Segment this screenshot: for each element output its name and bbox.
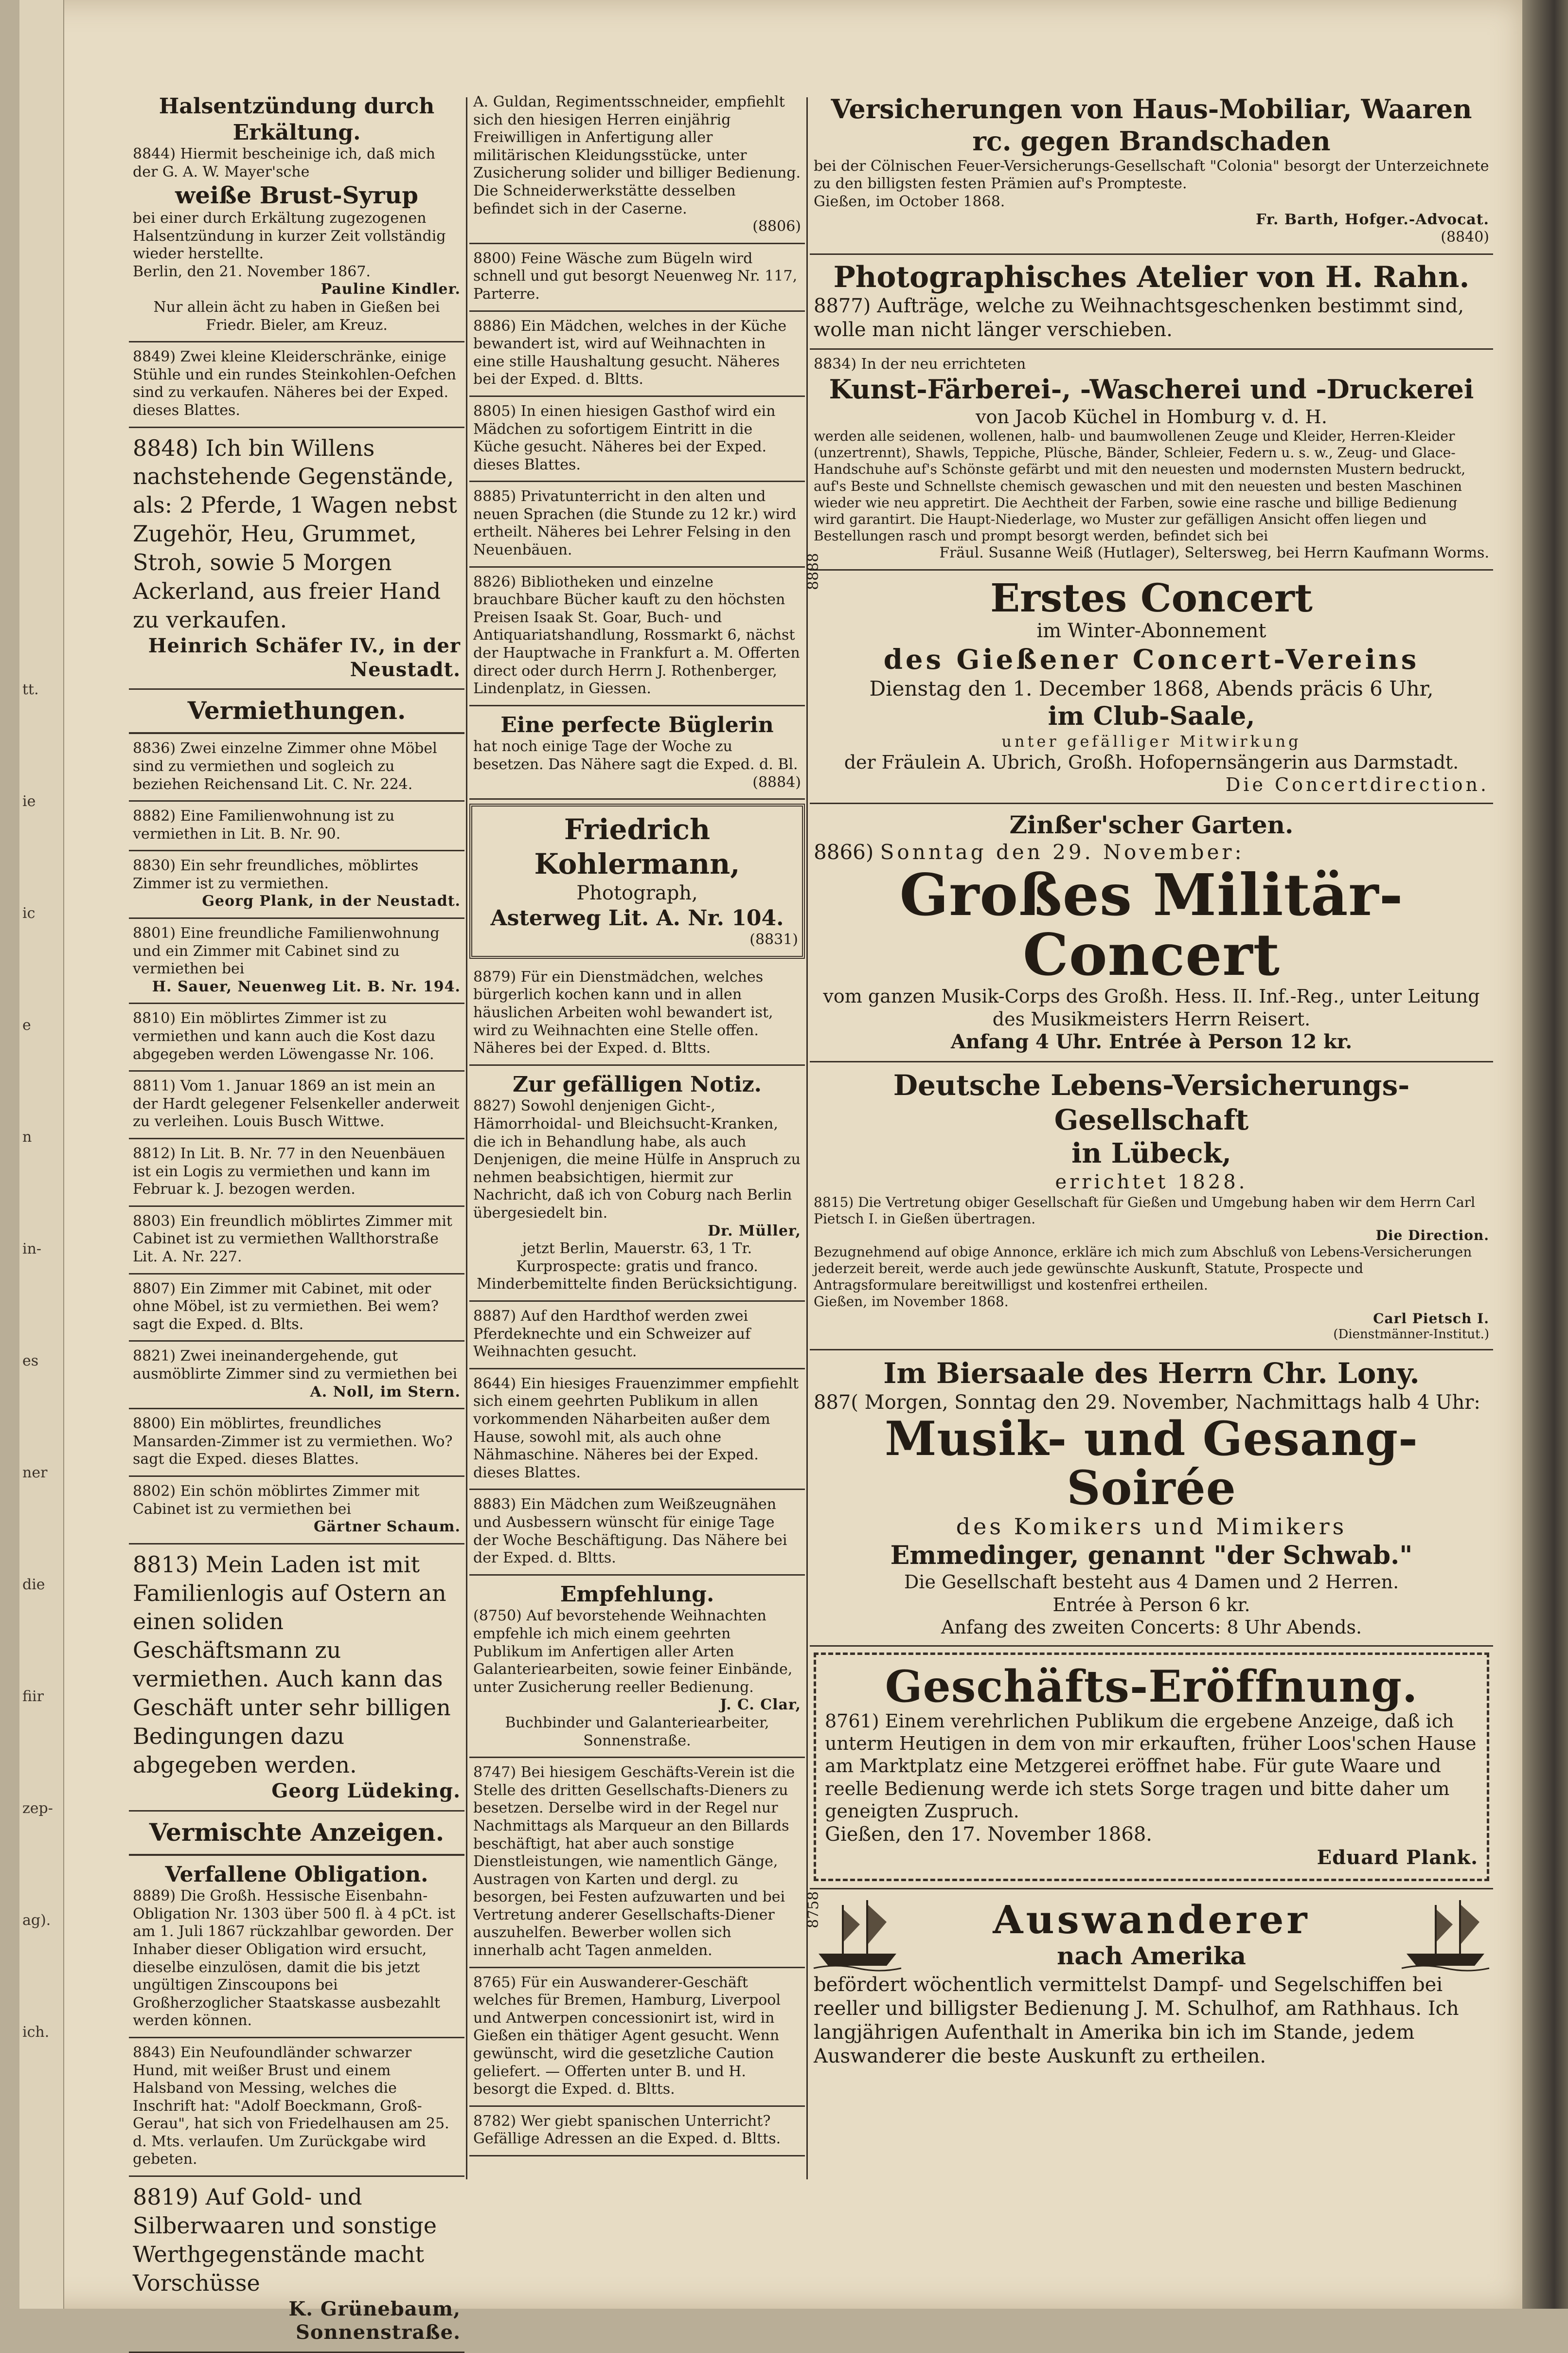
ad-body: 8800) Ein möblirtes, freundliches Mansarden-Zimmer ist zu vermiethen. Wo? sagt die Exped. dieses Blattes. [133,1415,453,1468]
ad-subtitle: von Jacob Küchel in Homburg v. d. H. [976,406,1327,428]
ad-body: werden alle seidenen, wollenen, halb- und baumwollenen Zeuge und Kleider, Herren-Kleider (unzertrennt), Shawls, Teppiche, Plüsche, Bänder, Schleier, Federn u. s. w., Zeug- und Glace-Handschuhe auf's Schönste gefärbt und mit den neuesten und modernsten Mustern bedruckt, auf's Beste und Schnellste chemisch gewaschen und mit den neuesten und besten Maschinen wieder wie neu appretirt. Die Aechtheit der Farben, sowie eine rasche und billige Bedienung wird garantirt. Die Haupt-Niederlage, wo Muster zur gefälligen Ansicht offen liegen und Bestellungen rasch und prompt besorgt werden, befindet sich bei [814,428,1466,544]
ad-title: Versicherungen von Haus-Mobiliar, Waaren rc. gegen Brandschaden [831,93,1472,157]
ad-body: 8815) Die Vertretung obiger Gesellschaft für Gießen und Umgebung haben wir dem Herrn Carl Pietsch I. in Gießen übertragen. [814,1194,1476,1227]
ad-b5 [469,482,805,567]
ad-a15 [129,1477,464,1545]
ad-body: 8826) Bibliotheken und einzelne brauchbare Bücher kauft zu den höchsten Preisen Isaak St. Goar, Buch- und Antiquariatshandlung, Rossmarkt 6, nächst der Hauptwache in Frankfurt a. M. Offerten direct oder durch Herrn J. Rothenberger, Lindenplatz, in Giessen. [473,573,800,698]
ad-title: Auswanderer [993,1896,1310,1942]
ad-body: 8877) Aufträge, welche zu Weihnachtsgeschenken bestimmt sind, wolle man nicht länger verschieben. [814,294,1464,341]
ad-signature: Dr. Müller, [708,1222,801,1239]
ad-a9 [129,1072,464,1139]
ad-b9 [469,963,805,1066]
ad-body: A. Guldan, Regimentsschneider, empfiehlt sich den hiesigen Herren einjährig Freiwilligen in Anfertigung aller militärischen Kleidungsstücke, unter Zusicherung solider und billiger Bedienung. Die Schneiderwerkstätte desselben befindet sich in der Caserne. [473,93,801,217]
ad-signature: H. Sauer, Neuenweg Lit. B. Nr. 194. [152,978,461,995]
ad-footnote: Buchbinder und Galanteriearbeiter, Sonnenstraße. [505,1714,769,1749]
ad-line: Morgen, Sonntag den 29. November, Nachmittags halb 4 Uhr: [864,1391,1480,1414]
column-rule [466,97,467,2179]
ad-a1 [129,88,464,342]
column-right [805,88,1493,2075]
ad-body: 8765) Für ein Auswanderer-Geschäft welches für Bremen, Hamburg, Liverpool und Antwerpen concessionirt ist, wird in Gießen ein thätiger Agent gesucht. Wenn gewünscht, wird die gesetzliche Caution geliefert. — Offerten unter B. und H. besorgt die Exped. d. Bltts. [473,1974,781,2098]
ad-emigrants [805,1889,1493,2075]
ad-b10 [469,1066,805,1302]
ad-b14 [469,1576,805,1758]
ad-signature: Heinrich Schäfer IV., in der Neustadt. [148,634,461,681]
ad-title: Großes Militär-Concert [899,861,1404,989]
ad-title: Empfehlung. [560,1581,714,1607]
ad-body: 8811) Vom 1. Januar 1869 an ist mein an der Hardt gelegener Felsenkeller anderweit zu verleihen. Louis Busch Wittwe. [133,1078,460,1131]
ad-body: hat noch einige Tage der Woche zu besetzen. Das Nähere sagt die Exped. d. Bl. [473,738,798,773]
margin-fragment: ich. [22,2024,50,2041]
ad-b15 [469,1758,805,1968]
ad-title: Kunst-Färberei-, -Wascherei und -Druckerei [829,373,1474,405]
ad-line: Photograph, [576,881,698,904]
ad-b11 [469,1302,805,1369]
ship-icon [814,1895,901,1973]
ad-b16 [469,1968,805,2107]
margin-fragment: fiir [22,1688,44,1705]
ad-line: im Club-Saale, [1048,701,1255,732]
ad-b6 [469,568,805,706]
ad-intro: 8834) In der neu errichteten [814,356,1026,373]
ad-a3 [129,428,464,690]
ad-business-opening [810,1647,1493,1889]
ad-a6 [129,851,464,919]
newspaper-page [19,0,1522,2344]
ad-signature: Carl Pietsch I. [1373,1310,1489,1327]
ad-a19 [129,2177,464,2353]
column-left [129,88,464,2353]
margin-fragment: zep- [22,1800,53,1817]
ad-signature: Pauline Kindler. [321,281,461,298]
ad-line: Asterweg Lit. A. Nr. 104. [490,905,784,931]
ad-a5 [129,802,464,851]
ad-signature: Georg Plank, in der Neustadt. [202,893,461,910]
ad-b17 [469,2107,805,2156]
ad-a12 [129,1275,464,1342]
ad-title: Deutsche Lebens-Versicherungs-Gesellschaft [893,1068,1410,1136]
ad-title: Halsentzündung durch Erkältung. [159,94,435,145]
ad-title: Verfallene Obligation. [165,1862,428,1887]
ad-body: 8813) Mein Laden ist mit Familienlogis auf Ostern an einen soliden Geschäftsmann zu vermiethen. Auch kann das Geschäft unter sehr billigen Bedingungen dazu abgegeben werden. [133,1551,451,1778]
ad-b13 [469,1490,805,1575]
ad-title-2: in Lübeck, [1071,1137,1231,1170]
margin-fragment: ic [22,905,36,922]
ad-body: 8883) Ein Mädchen zum Weißzeugnähen und Ausbessern wünscht für einige Tage der Woche Beschäftigung. Das Nähere bei der Exped. d. Bltts. [473,1496,787,1567]
ad-a16 [129,1545,464,1812]
margin-fragment: es [22,1352,39,1369]
margin-fragment: n [22,1129,32,1146]
ad-dye-works [810,350,1493,571]
ad-body: 8805) In einen hiesigen Gasthof wird ein Mädchen zu sofortigem Eintritt in die Küche gesucht. Näheres bei der Exped. dieses Blattes. [473,402,776,473]
section-heading [129,1812,464,1856]
ad-body: 8800) Feine Wäsche zum Bügeln wird schnell und gut besorgt Neuenweg Nr. 117, Parterre. [473,250,798,303]
ad-body: 8830) Ein sehr freundliches, möblirtes Zimmer ist zu vermiethen. [133,857,419,892]
ad-b3 [469,312,805,397]
ad-title: Photographisches Atelier von H. Rahn. [833,260,1470,294]
ad-line: Dienstag den 1. December 1868, Abends präcis 6 Uhr, [869,676,1434,701]
ad-body: 8821) Zwei ineinandergehende, gut ausmöblirte Zimmer sind zu vermiethen bei [133,1347,458,1383]
ad-signature: Fräul. Susanne Weiß (Hutlager), Seltersweg, bei Herrn Kaufmann Worms. [939,544,1489,562]
ad-body: bei der Cölnischen Feuer-Versicherungs-Gesellschaft "Colonia" besorgt der Unterzeichnete zu den billigsten festen Prämien auf's Prompteste. [814,157,1489,193]
ad-signature: Die Direction. [1375,1227,1489,1243]
ad-body: 8843) Ein Neufoundländer schwarzer Hund, mit weißer Brust und einem Halsband von Messing, welches die Inschrift hat: "Adolf Boeckmann, Groß-Gerau", hat sich von Friedelhausen am 25. d. Mts. verlaufen. Um Zurückgabe wird gebeten. [133,2044,449,2168]
ad-place: Gießen, im November 1868. [814,1293,1009,1310]
ad-title: Geschäfts-Eröffnung. [885,1661,1418,1713]
ad-title-3: errichtet 1828. [1055,1170,1248,1193]
ad-a13 [129,1342,464,1409]
ad-signature: Gärtner Schaum. [313,1518,461,1536]
ad-title: Zur gefälligen Notiz. [513,1072,762,1097]
margin-fragment: ie [22,793,36,810]
ad-body: 8886) Ein Mädchen, welches in der Küche bewandert ist, wird auf Weihnachten in eine stille Haushaltung gesucht. Näheres bei der Exped. d. Bltts. [473,317,787,388]
ad-body: 8812) In Lit. B. Nr. 77 in den Neuenbäuen ist ein Logis zu vermiethen und kann im Februar k. J. bezogen werden. [133,1145,445,1198]
margin-fragment: ag). [22,1912,51,1929]
ad-body: 8761) Einem verehrlichen Publikum die ergebene Anzeige, daß ich unterm Heutigen in dem von mir erkauften, früher Loos'schen Hause am Marktplatz eine Metzgerei eröffnet habe. Für gute Waare und reelle Bedienung werde ich stets Sorge tragen und bitte daher um geneigten Zuspruch. [825,1710,1477,1822]
ad-b1 [469,88,805,244]
ad-b7 [469,706,805,800]
ad-subtitle: nach Amerika [1057,1941,1246,1970]
ad-a2 [129,342,464,428]
ad-heading: Im Biersaale des Herrn Chr. Lony. [883,1357,1420,1390]
ad-life-insurance [810,1062,1493,1351]
ad-date: Sonntag den 29. November: [880,840,1245,864]
ad-number: (8831) [749,931,798,949]
margin-fragment: in- [22,1240,42,1257]
ad-a18 [129,2038,464,2177]
ad-a11 [129,1207,464,1275]
section-heading [129,690,464,734]
ad-body: 8887) Auf den Hardthof werden zwei Pferdeknechte und ein Schweizer auf Weihnachten gesucht. [473,1308,751,1361]
column-rule [806,97,808,2179]
ad-body: 8879) Für ein Dienstmädchen, welches bürgerlich kochen kann und in allen häuslichen Arbeiten wohl bewandert ist, wird zu Weihnachten eine Stelle offen. Näheres bei der Exped. d. Bltts. [473,968,773,1057]
margin-fragment: die [22,1576,45,1593]
ad-a10 [129,1139,464,1207]
book-binding [1522,0,1568,2309]
ad-body: befördert wöchentlich vermittelst Dampf- und Segelschiffen bei reeller und billigster Bedienung J. M. Schulhof, am Rathhaus. Ich langjährigen Aufenthalt in Amerika bin ich im Stande, jedem Auswanderer die beste Auskunft zu ertheilen. [814,1974,1459,2067]
ad-signature: Georg Lüdeking. [271,1779,461,1802]
ornamental-frame [814,1652,1489,1881]
ad-body: 8801) Eine freundliche Familienwohnung und ein Zimmer mit Cabinet sind zu vermiethen bei [133,925,440,978]
ad-body: 8782) Wer giebt spanischen Unterricht? Gefällige Adressen an die Exped. d. Bltts. [473,2112,781,2148]
ad-body: 8849) Zwei kleine Kleiderschränke, einige Stühle und ein rundes Steinkohlen-Oefchen sind zu verkaufen. Näheres bei der Exped. dieses Blattes. [133,348,456,419]
ad-body: 8882) Eine Familienwohnung ist zu vermiethen in Lit. B. Nr. 90. [133,808,395,843]
ad-line: Anfang des zweiten Concerts: 8 Uhr Abends. [941,1616,1362,1638]
ad-b2 [469,244,805,312]
ship-icon [1402,1895,1489,1973]
margin-fragment: tt. [22,681,39,698]
ad-line: des Gießener Concert-Vereins [883,643,1420,676]
ad-body: bei einer durch Erkältung zugezogenen Halsentzündung in kurzer Zeit vollständig wieder herstellte. [133,210,446,263]
ad-body: 8827) Sowohl denjenigen Gicht-, Hämorrhoidal- und Bleichsucht-Kranken, die ich in Behandlung habe, als auch Denjenigen, die meine Hülfe in Anspruch zu nehmen beabsichtigen, hiermit zur Nachricht, daß ich von Coburg nach Berlin übergesiedelt bin. [473,1097,801,1222]
ad-a8 [129,1004,464,1072]
ad-title: Erstes Concert [990,575,1313,621]
ad-product: weiße Brust-Syrup [175,181,418,209]
ad-b12 [469,1369,805,1491]
ad-body: 8836) Zwei einzelne Zimmer ohne Möbel sind zu vermiethen und sogleich zu beziehen Reichensand Lit. C. Nr. 224. [133,740,437,793]
section-title: Vermiethungen. [187,696,406,725]
ad-line: Emmedinger, genannt "der Schwab." [890,1540,1413,1570]
ad-line: Anfang 4 Uhr. Entrée à Person 12 kr. [950,1030,1353,1054]
ad-body: Bezugnehmend auf obige Annonce, erkläre ich mich zum Abschluß von Lebens-Versicherungen jederzeit bereit, werde auch jede gewünschte Auskunft, Statute, Prospecte und Antragsformulare bereitwilligst und kostenfrei ertheilen. [814,1243,1472,1293]
ad-body: 8810) Ein möblirtes Zimmer ist zu vermiethen und kann auch die Kost dazu abgegeben werden Löwengasse Nr. 106. [133,1010,436,1063]
ad-body: 8819) Auf Gold- und Silberwaaren und sonstige Werthgegenstände macht Vorschüsse [133,2184,437,2296]
ad-body: 8803) Ein freundlich möblirtes Zimmer mit Cabinet ist zu vermiethen Wallthorstraße Lit. A. Nr. 227. [133,1212,452,1265]
ad-soiree [810,1350,1493,1647]
ad-signature: Eduard Plank. [1317,1846,1478,1869]
ad-footnote: jetzt Berlin, Mauerstr. 63, 1 Tr. Kurprospecte: gratis und franco. Minderbemittelte finden Berücksichtigung. [477,1240,798,1293]
ad-body: 8802) Ein schön möblirtes Zimmer mit Cabinet ist zu vermiethen bei [133,1482,420,1518]
ad-a7 [129,919,464,1004]
ad-b8 [469,804,805,959]
ad-number: (8840) [1441,229,1489,246]
ad-line: Die Gesellschaft besteht aus 4 Damen und 2 Herren. [904,1571,1399,1593]
ad-body: 8848) Ich bin Willens nachstehende Gegenstände, als: 2 Pferde, 1 Wagen nebst Zugehör, Heu, Grummet, Stroh, sowie 5 Morgen Ackerland, aus freier Hand zu verkaufen. [133,434,457,633]
side-number: 8758 [805,1891,822,1929]
ad-body: 8644) Ein hiesiges Frauenzimmer empfiehlt sich einem geehrten Publikum in allen vorkommenden Näharbeiten außer dem Hause, sowohl mit, als auch ohne Nähmaschine. Näheres bei der Exped. dieses Blattes. [473,1375,799,1481]
margin-fragment: ner [22,1464,48,1481]
ad-body: 8844) Hiermit bescheinige ich, daß mich der G. A. W. Mayer'sche [133,145,435,180]
ad-title: Musik- und Gesang-Soirée [885,1411,1418,1515]
ad-line: vom ganzen Musik-Corps des Großh. Hess. II. Inf.-Reg., unter Leitung des Musikmeisters Herrn Reisert. [823,986,1480,1030]
ad-number: 887( [814,1391,858,1414]
ad-military-concert [810,804,1493,1062]
margin-fragment: e [22,1017,31,1034]
ad-insurance-colonia [810,88,1493,255]
ad-a17 [129,1856,464,2038]
side-number: 8888 [805,553,822,590]
ad-number: 8866) [814,840,874,864]
ad-line: der Fräulein A. Ubrich, Großh. Hofopernsängerin aus Darmstadt. [844,751,1459,773]
ad-line: des Komikers und Mimikers [956,1513,1347,1540]
ad-body: 8889) Die Großh. Hessische Eisenbahn-Obligation Nr. 1303 über 500 fl. à 4 pCt. ist am 1. Juli 1867 rückzahlbar geworden. Der Inhaber dieser Obligation wird ersucht, dieselbe einzulösen, damit die bis jetzt ungültigen Zinscoupons bei Großherzoglicher Staatskasse ausbezahlt werden können. [133,1887,456,2030]
ad-body: 8885) Privatunterricht in den alten und neuen Sprachen (die Stunde zu 12 kr.) wird ertheilt. Näheres bei Lehrer Felsing in den Neuenbäuen. [473,488,797,559]
ad-footnote: Nur allein ächt zu haben in Gießen bei Friedr. Bieler, am Kreuz. [153,299,440,334]
ad-heading: Zinßer'scher Garten. [1009,810,1294,840]
column-middle [469,88,805,2156]
ad-place: Gießen, den 17. November 1868. [825,1823,1152,1846]
section-title: Vermischte Anzeigen. [149,1817,445,1847]
ad-line: Entrée à Person 6 kr. [1052,1594,1250,1616]
ad-photo-rahn [810,255,1493,350]
ad-a14 [129,1409,464,1477]
ad-place: Berlin, den 21. November 1867. [133,263,371,280]
ad-title: Eine perfecte Büglerin [500,712,774,737]
ad-body: 8807) Ein Zimmer mit Cabinet, mit oder ohne Möbel, ist zu vermiethen. Bei wem? sagt die Exped. d. Blts. [133,1280,439,1333]
facing-page-margin [19,0,64,2309]
ad-title: Friedrich Kohlermann, [534,813,740,881]
ad-number: (8806) [752,218,801,235]
ad-signature: Fr. Barth, Hofger.-Advocat. [1256,211,1489,228]
ad-signature: K. Grünebaum, Sonnenstraße. [288,2297,461,2344]
ad-footnote: (Dienstmänner-Institut.) [1333,1327,1489,1342]
ad-place: Gießen, im October 1868. [814,193,1005,210]
ad-b4 [469,397,805,482]
ad-line: unter gefälliger Mitwirkung [1001,732,1301,751]
ad-line: im Winter-Abonnement [1036,619,1266,642]
ad-body: (8750) Auf bevorstehende Weihnachten empfehle ich mich einem geehrten Publikum im Anfertigen aller Arten Galanteriearbeiten, sowie feiner Einbände, unter Zusicherung reeller Bedienung. [473,1607,793,1696]
ad-signature: Die Concertdirection. [1225,774,1489,795]
ad-a4 [129,734,464,802]
ad-body: 8747) Bei hiesigem Geschäfts-Verein ist die Stelle des dritten Gesellschafts-Dieners zu besetzen. Derselbe wird in der Regel nur Nachmittags als Marqueur an den Billards beschäftigt, hat aber auch sonstige Dienstleistungen, wie namentlich Gänge, Austragen von Karten und dergl. zu besorgen, bei Festen aufzuwarten und bei Vertretung anderer Gesellschafts-Diener auszuhelfen. Bewerber wollen sich innerhalb acht Tagen anmelden. [473,1764,795,1959]
ad-signature: A. Noll, im Stern. [310,1383,461,1401]
ad-signature: J. C. Clar, [720,1696,801,1714]
ad-number: (8884) [752,773,801,791]
